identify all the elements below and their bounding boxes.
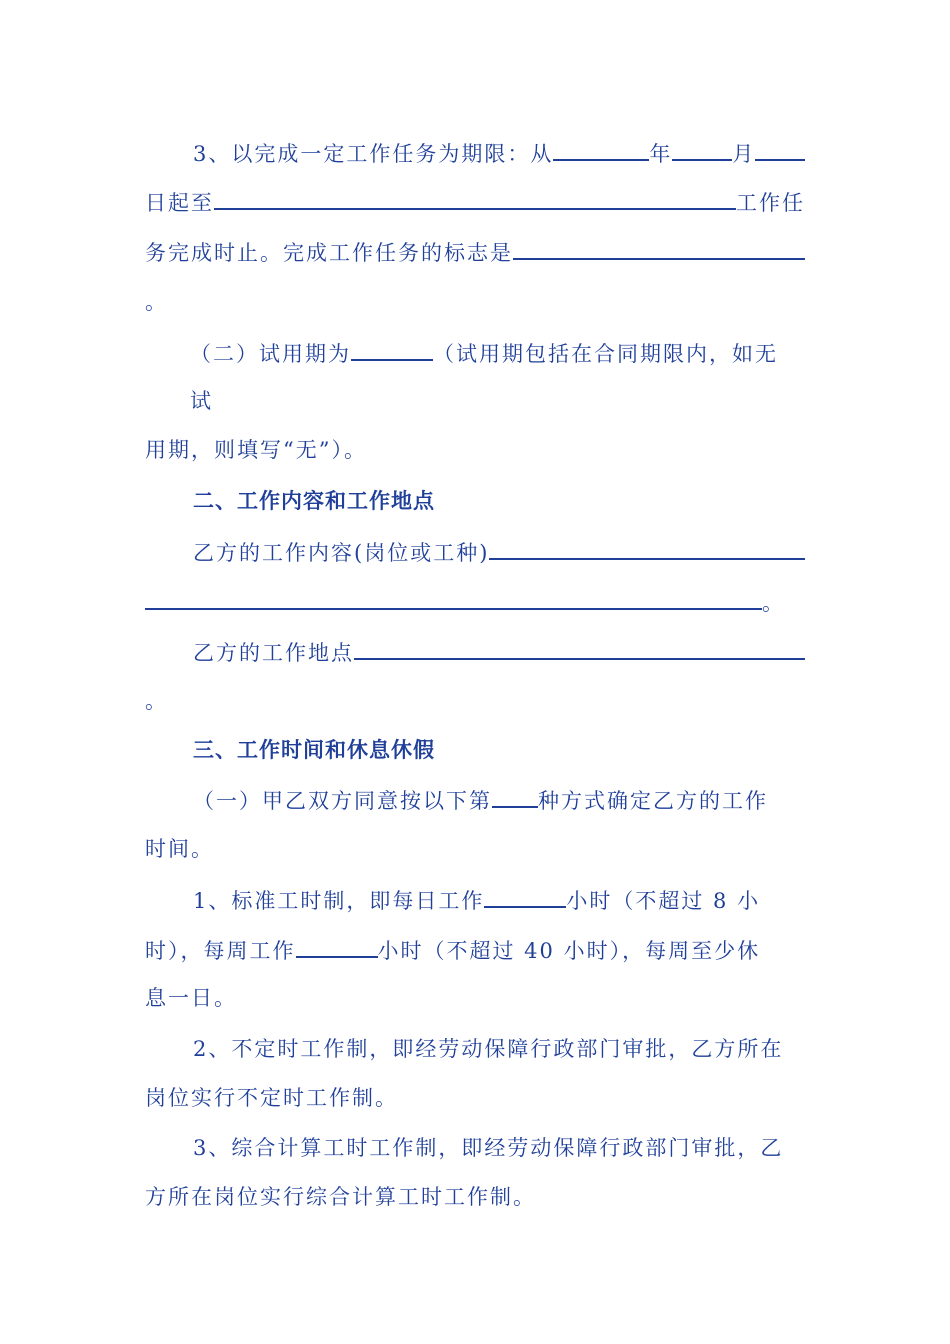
work-location-line [193, 634, 805, 668]
work-time-line-1 [193, 782, 805, 816]
comprehensive-hours-text-1: 3、综合计算工时工作制，即经劳动保障行政部门审批，乙 [193, 1136, 784, 1160]
standard-hours-suffix: 小时（不超过 8 小 [566, 889, 761, 913]
work-time-end: 时间。 [145, 837, 214, 861]
work-content-line [193, 534, 805, 568]
probation-line-1 [190, 335, 805, 369]
work-content-line-2 [145, 584, 785, 618]
month-label: 月 [732, 142, 756, 166]
section-3-title: 三、工作时间和休息休假 [193, 738, 435, 762]
term-task-prefix: 3、以完成一定工作任务为期限：从 [193, 142, 554, 166]
term-line-3 [145, 234, 805, 268]
flexible-hours-line-2 [145, 1081, 805, 1115]
work-location-label: 乙方的工作地点 [193, 641, 354, 665]
term-line-4 [145, 285, 805, 319]
daily-hours-blank[interactable] [484, 882, 566, 908]
work-time-suffix: 种方式确定乙方的工作 [538, 789, 768, 813]
probation-blank[interactable] [351, 335, 433, 361]
flexible-hours-text-1: 2、不定时工作制，即经劳动保障行政部门审批，乙方所在 [193, 1037, 784, 1061]
task-complete-label: 务完成时止。完成工作任务的标志是 [145, 241, 513, 265]
term-line-1 [193, 135, 805, 169]
task-end-blank[interactable] [214, 184, 736, 210]
work-location-end: 。 [145, 689, 168, 713]
probation-suffix: （试用期包括在合同期限内，如无 [433, 342, 778, 366]
probation-wrap-char: 试 [190, 389, 213, 413]
comprehensive-hours-text-2: 方所在岗位实行综合计算工时工作制。 [145, 1185, 536, 1209]
flexible-hours-line-1 [193, 1032, 805, 1066]
standard-hours-prefix: 1、标准工时制，即每日工作 [193, 889, 485, 913]
probation-line-3 [145, 433, 805, 467]
work-time-mode-blank[interactable] [492, 782, 538, 808]
section-2-title: 二、工作内容和工作地点 [193, 489, 435, 513]
probation-line-2 [190, 384, 850, 418]
term-line-2 [145, 184, 805, 218]
probation-note: 用期，则填写“无”）。 [145, 438, 367, 462]
rest-day-text: 息一日。 [145, 986, 237, 1010]
section-2-heading [193, 484, 805, 518]
work-time-prefix: （一）甲乙双方同意按以下第 [193, 789, 492, 813]
standard-hours-line-3 [145, 981, 805, 1015]
work-content-blank[interactable] [489, 534, 805, 560]
year-label: 年 [649, 142, 673, 166]
month-blank[interactable] [672, 135, 732, 161]
work-time-line-2 [145, 832, 805, 866]
comprehensive-hours-line-1 [193, 1131, 805, 1165]
work-content-blank-2[interactable] [145, 584, 762, 610]
task-marker-blank[interactable] [513, 234, 805, 260]
work-location-blank[interactable] [354, 634, 805, 660]
year-blank[interactable] [553, 135, 649, 161]
section-3-heading [193, 733, 805, 767]
work-content-end: 。 [762, 591, 785, 615]
task-word-label: 工作任 [736, 191, 805, 215]
weekly-hours-prefix: 时），每周工作 [145, 939, 296, 963]
period-mark: 。 [145, 290, 168, 314]
standard-hours-line-2 [145, 932, 805, 966]
flexible-hours-text-2: 岗位实行不定时工作制。 [145, 1086, 398, 1110]
day-start-label: 日起至 [145, 191, 214, 215]
comprehensive-hours-line-2 [145, 1180, 805, 1214]
probation-prefix: （二）试用期为 [190, 342, 351, 366]
day-blank[interactable] [755, 135, 805, 161]
weekly-hours-suffix: 小时（不超过 40 小时），每周至少休 [377, 939, 761, 963]
work-content-label: 乙方的工作内容(岗位或工种) [193, 541, 490, 565]
standard-hours-line-1 [193, 882, 805, 916]
work-location-end-line [145, 684, 805, 718]
weekly-hours-blank[interactable] [296, 932, 378, 958]
